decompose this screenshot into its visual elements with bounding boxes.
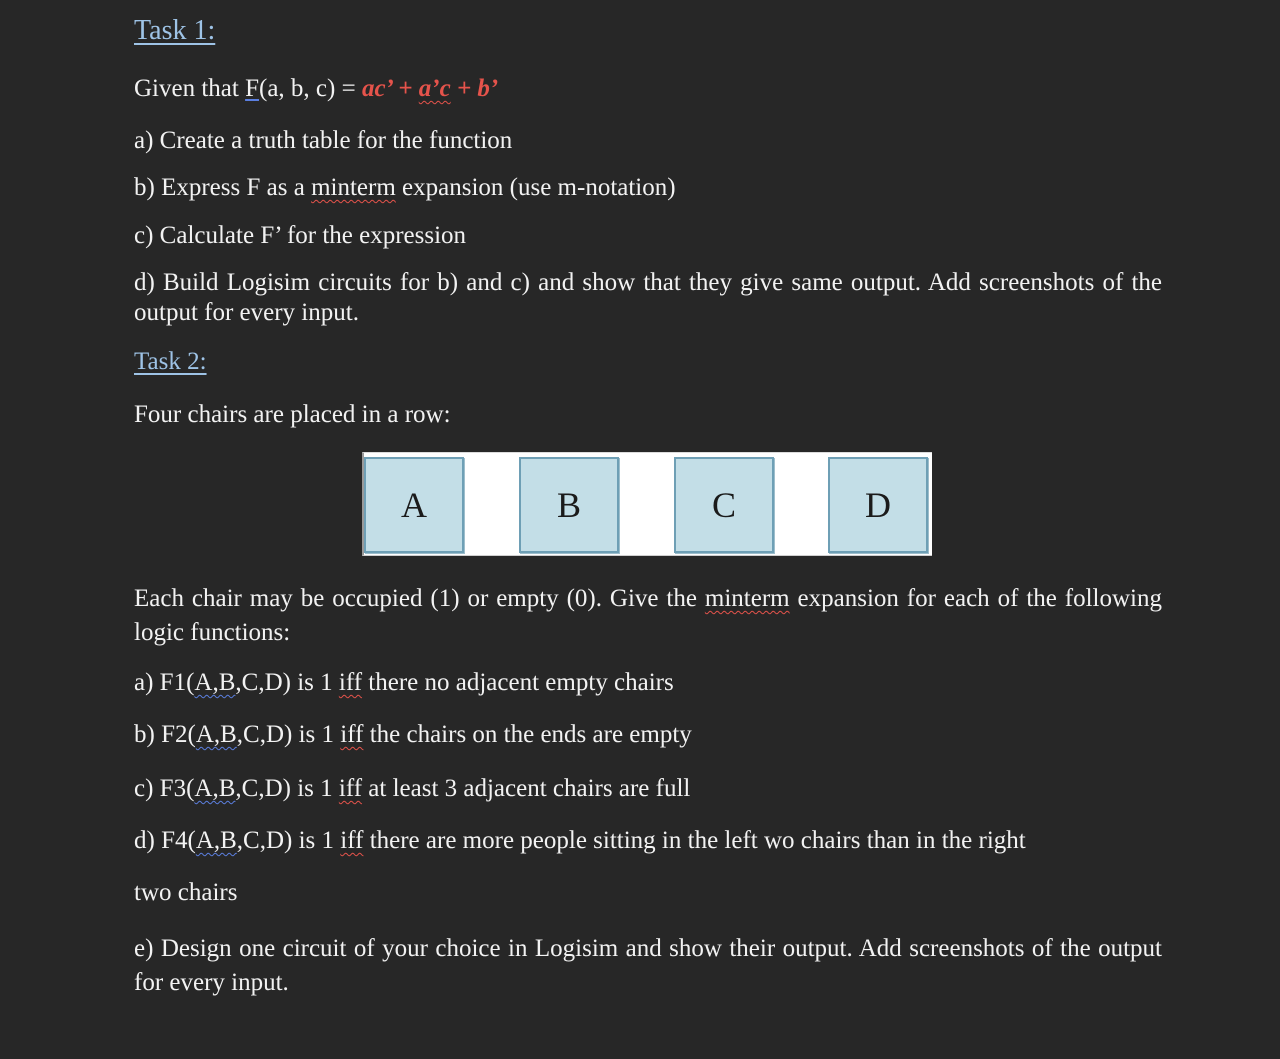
item-rest: at least 3 adjacent chairs are full bbox=[362, 775, 691, 802]
item-mid: ,C,D) is 1 bbox=[236, 827, 341, 854]
task1-heading: Task 1: bbox=[134, 15, 216, 46]
item-prefix: c) F3( bbox=[134, 775, 195, 802]
task2-heading: Task 2: bbox=[134, 348, 207, 375]
task2-item-e: e) Design one circuit of your choice in Logisim and show their output. Add screenshots of the output for every input. bbox=[134, 935, 1162, 996]
task1-given bbox=[134, 74, 498, 104]
chair-c: C bbox=[674, 457, 774, 553]
item-mid: ,C,D) is 1 bbox=[235, 669, 339, 696]
item-iff: iff bbox=[340, 721, 364, 748]
desc-suffix: expansion for each of the following logic functions: bbox=[134, 585, 1162, 646]
item-b-minterm: minterm bbox=[311, 174, 396, 201]
task2-item-b bbox=[134, 720, 692, 750]
expr-term-2: a’c bbox=[418, 75, 451, 102]
item-rest: the chairs on the ends are empty bbox=[363, 721, 692, 748]
item-ab: A,B bbox=[195, 721, 237, 748]
chair-b: B bbox=[519, 457, 619, 553]
task1-item-b bbox=[134, 173, 676, 203]
expr-term-1: ac’ + bbox=[361, 75, 419, 102]
item-ab: A,B bbox=[195, 827, 237, 854]
given-prefix: Given that bbox=[134, 75, 246, 102]
chairs-diagram bbox=[362, 452, 932, 556]
task2-description bbox=[134, 582, 1162, 650]
task1-item-d: d) Build Logisim circuits for b) and c) and show that they give same output. Add screenshots of the output for every input. bbox=[134, 269, 1162, 326]
item-b-suffix: expansion (use m-notation) bbox=[395, 174, 676, 201]
item-prefix: a) F1( bbox=[134, 669, 195, 696]
chair-d: D bbox=[828, 457, 928, 553]
task1-item-a: a) Create a truth table for the function bbox=[134, 127, 513, 154]
task1-item-c: c) Calculate F’ for the expression bbox=[134, 222, 467, 249]
given-function-name: F bbox=[245, 75, 259, 102]
item-iff: iff bbox=[338, 669, 363, 696]
task2-item-a bbox=[134, 668, 674, 698]
item-iff: iff bbox=[338, 775, 363, 802]
desc-minterm: minterm bbox=[704, 585, 790, 612]
item-prefix: d) F4( bbox=[134, 827, 196, 854]
expr-term-3: + b’ bbox=[450, 75, 499, 102]
item-mid: ,C,D) is 1 bbox=[235, 775, 339, 802]
item-rest: there are more people sitting in the left wo chairs than in the right bbox=[363, 827, 1026, 854]
desc-prefix: Each chair may be occupied (1) or empty (0). Give the bbox=[134, 585, 705, 612]
item-rest: there no adjacent empty chairs bbox=[362, 669, 674, 696]
task2-item-d bbox=[134, 826, 1026, 856]
item-mid: ,C,D) is 1 bbox=[236, 721, 341, 748]
item-ab: A,B bbox=[194, 669, 236, 696]
task2-intro: Four chairs are placed in a row: bbox=[134, 401, 451, 428]
given-args: (a, b, c) = bbox=[259, 75, 362, 102]
item-prefix: b) F2( bbox=[134, 721, 196, 748]
item-ab: A,B bbox=[194, 775, 236, 802]
task2-item-c bbox=[134, 774, 690, 804]
item-b-prefix: b) Express F as a bbox=[134, 174, 312, 201]
task2-item-d-continued: two chairs bbox=[134, 879, 238, 906]
item-iff: iff bbox=[340, 827, 364, 854]
chair-a: A bbox=[364, 457, 464, 553]
